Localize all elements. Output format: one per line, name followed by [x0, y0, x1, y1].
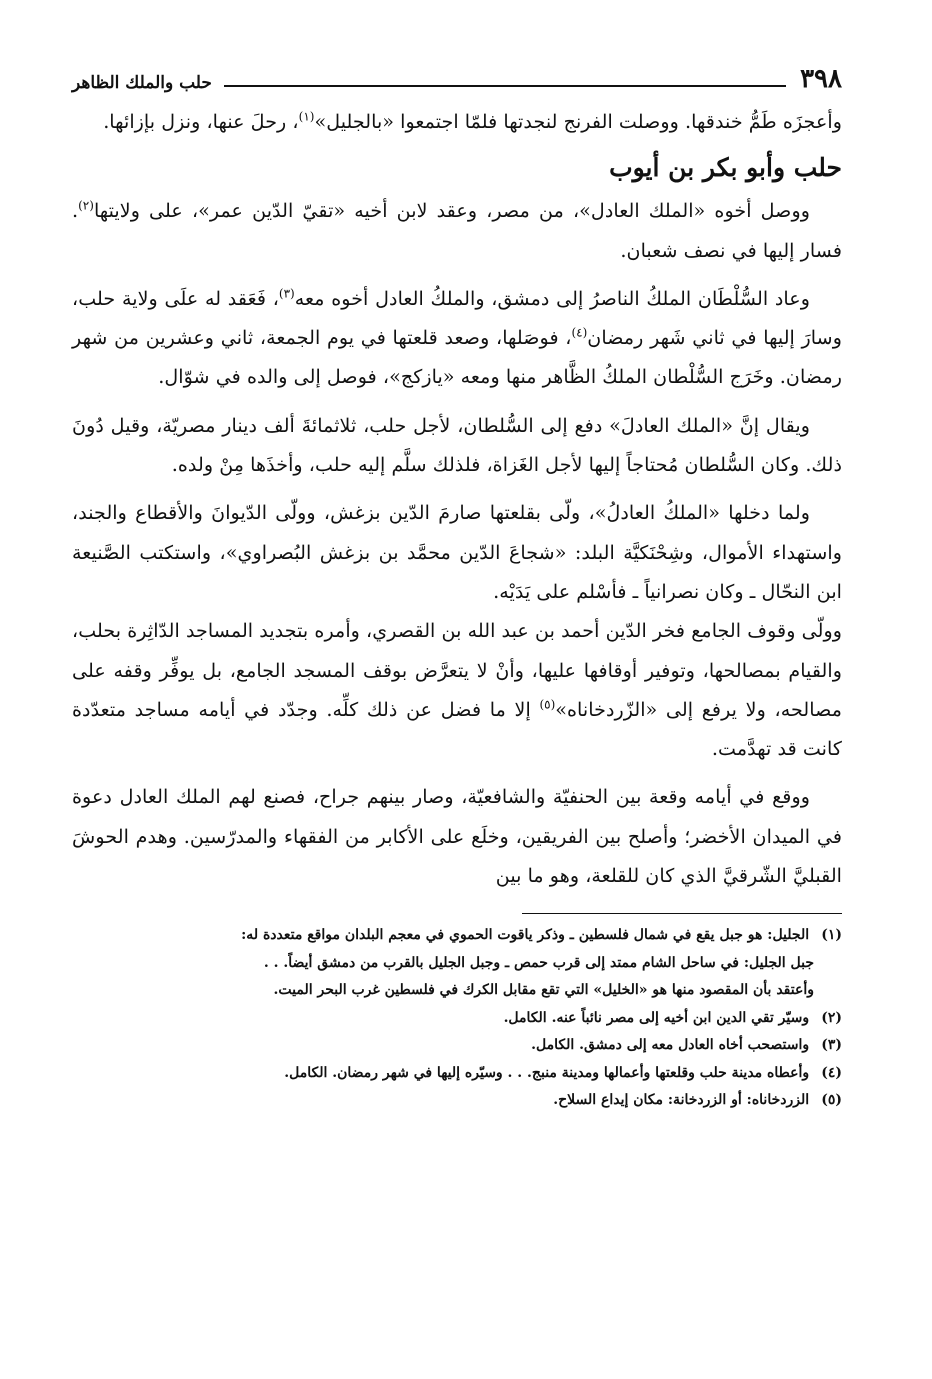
- footnote: [72, 1005, 842, 1033]
- text-run: إلا ما فضل عن ذلك كلِّه. وجدّد في أيامه مساجد متعدّدة كانت قد تهدَّمت.: [72, 697, 842, 761]
- footnote-continuation: جبل الجليل: في ساحل الشام ممتد إلى قرب حمص ـ وجبل الجليل بالقرب من دمشق أيضاً. . .: [263, 954, 814, 971]
- text-run: ، رحلَ عنها، ونزل بإزائها.: [103, 110, 299, 133]
- section-title: حلب وأبو بكر بن أيوب: [609, 153, 842, 183]
- main-text: [72, 102, 842, 895]
- paragraph: [72, 102, 842, 141]
- paragraph: [72, 191, 842, 270]
- footnote-number: (٣): [821, 1037, 842, 1054]
- text-run: ووصل أخوه «الملك العادل»، من مصر، وعقد لابن أخيه «تقيّ الدّين عمر»، على ولايتها: [93, 199, 810, 223]
- page-number: ٣٩٨: [800, 64, 842, 94]
- text-run: . فسار إليها في نصف شعبان.: [72, 199, 842, 262]
- footnote-number: (١): [821, 927, 842, 944]
- footnote-ref: (٤): [571, 325, 588, 340]
- text-run: وأعجزَه طَمُّ خندقها. ووصلت الفرنج لنجدتها فلمّا اجتمعوا «بالجليل»: [314, 110, 842, 133]
- footnote-rule: [522, 913, 842, 914]
- paragraph: ولما دخلها «الملكُ العادلُ»، ولّى بقلعتها صارمَ الدّين بزغش، وولّى الدّيوانَ والأقطاع والجند، واستهداء الأموال، وشِحْنَكيَّة البلد: «شجاعَ الدّين محمَّد بن بزغش البُصراوي»، واستكتب الصَّنيعة ابن النحّال ـ وكان نصرانياً ـ فأسْلم على يَدَيْه.: [72, 501, 842, 603]
- footnote-text: واستصحب أخاه العادل معه إلى دمشق. الكامل.: [531, 1037, 810, 1054]
- paragraph: [72, 611, 842, 768]
- text-run: ، فَعَقد له علَى ولاية حلب، وسارَ إليها في ثاني شَهر رمضان: [72, 286, 842, 350]
- footnote-ref: (٣): [278, 286, 295, 301]
- footnote-number: (٥): [821, 1092, 842, 1109]
- footnote-continuation: وأعتقد بأن المقصود منها هو «الخليل» التي تقع مقابل الكرك في فلسطين غرب البحر الميت.: [273, 982, 814, 999]
- footnote-text: الجليل: هو جبل يقع في شمال فلسطين ـ وذكر ياقوت الحموي في معجم البلدان مواقع متعددة له:: [241, 927, 810, 944]
- paragraph: ويقال إنَّ «الملك العادلَ» دفع إلى السُّلطان، لأجل حلب، ثلاثمائةَ ألف دينار مصريّة، وقيل دُونَ ذلك. وكان السُّلطان مُحتاجاً إليها لأجل الغَزاة، فلذلك سلَّم إليه حلب، وأخذَها مِنْ ولده.: [72, 413, 842, 477]
- running-title: حلب والملك الظاهر: [72, 73, 212, 93]
- paragraph: [72, 279, 842, 397]
- footnote: [72, 922, 842, 950]
- footnote: [72, 1060, 842, 1088]
- footnote-number: (٤): [821, 1064, 842, 1081]
- footnote-ref: (٥): [539, 697, 556, 712]
- footnote-text: وأعطاه مدينة حلب وقلعتها وأعمالها ومدينة منبج. . . وسيّره إليها في شهر رمضان. الكامل.: [284, 1064, 810, 1081]
- footnote: [72, 1032, 842, 1060]
- text-run: ، فوصَلها، وصعد قلعتها في يوم الجمعة، ثاني وعشرين من شهر رمضان. وخَرَج السُّلْطان الملكُ الظَّاهر منها ومعه «يازكج»، فوصل إلى والده في شوّال.: [72, 326, 842, 389]
- book-page: [72, 58, 842, 1115]
- paragraph: ووقع في أيامه وقعة بين الحنفيّة والشافعيّة، وصار بينهم جراح، فصنع لهم الملك العادل دعوة في الميدان الأخضر؛ وأصلح بين الفريقين، وخلَع على الأكابر من الفقهاء والمدرّسين. وهدم الحوشَ القبليَّ الشّرقيَّ الذي كان للقلعة، وهو ما بين: [72, 785, 842, 888]
- footnote-ref: (٢): [78, 198, 94, 213]
- text-run: وولّى وقوف الجامع فخر الدّين أحمد بن عبد الله بن القصري، وأمره بتجديد المساجد الدّاثِرة بحلب، والقيام بمصالحها، وتوفير أوقافها عليها، وأنْ لا يتعرَّض بوقف المسجد الجامع، بل يوفِّر وقفه على مصالحه، ولا يرفع إلى «الزّردخاناه»: [72, 619, 842, 721]
- footnote: [72, 1087, 842, 1115]
- footnote-ref: (١): [298, 109, 315, 124]
- footnote-number: (٢): [821, 1009, 842, 1026]
- footnotes: [72, 922, 842, 1115]
- text-run: وعاد السُّلْطَان الملكُ الناصرُ إلى دمشق، والملكُ العادل أخوه معه: [294, 286, 810, 310]
- running-header: [72, 58, 842, 92]
- header-rule: [224, 85, 786, 87]
- footnote-text: الزردخاناه: أو الزردخانة: مكان إيداع السلاح.: [553, 1092, 810, 1109]
- footnote-text: وسيّر تقي الدين ابن أخيه إلى مصر نائباً عنه. الكامل.: [503, 1009, 810, 1026]
